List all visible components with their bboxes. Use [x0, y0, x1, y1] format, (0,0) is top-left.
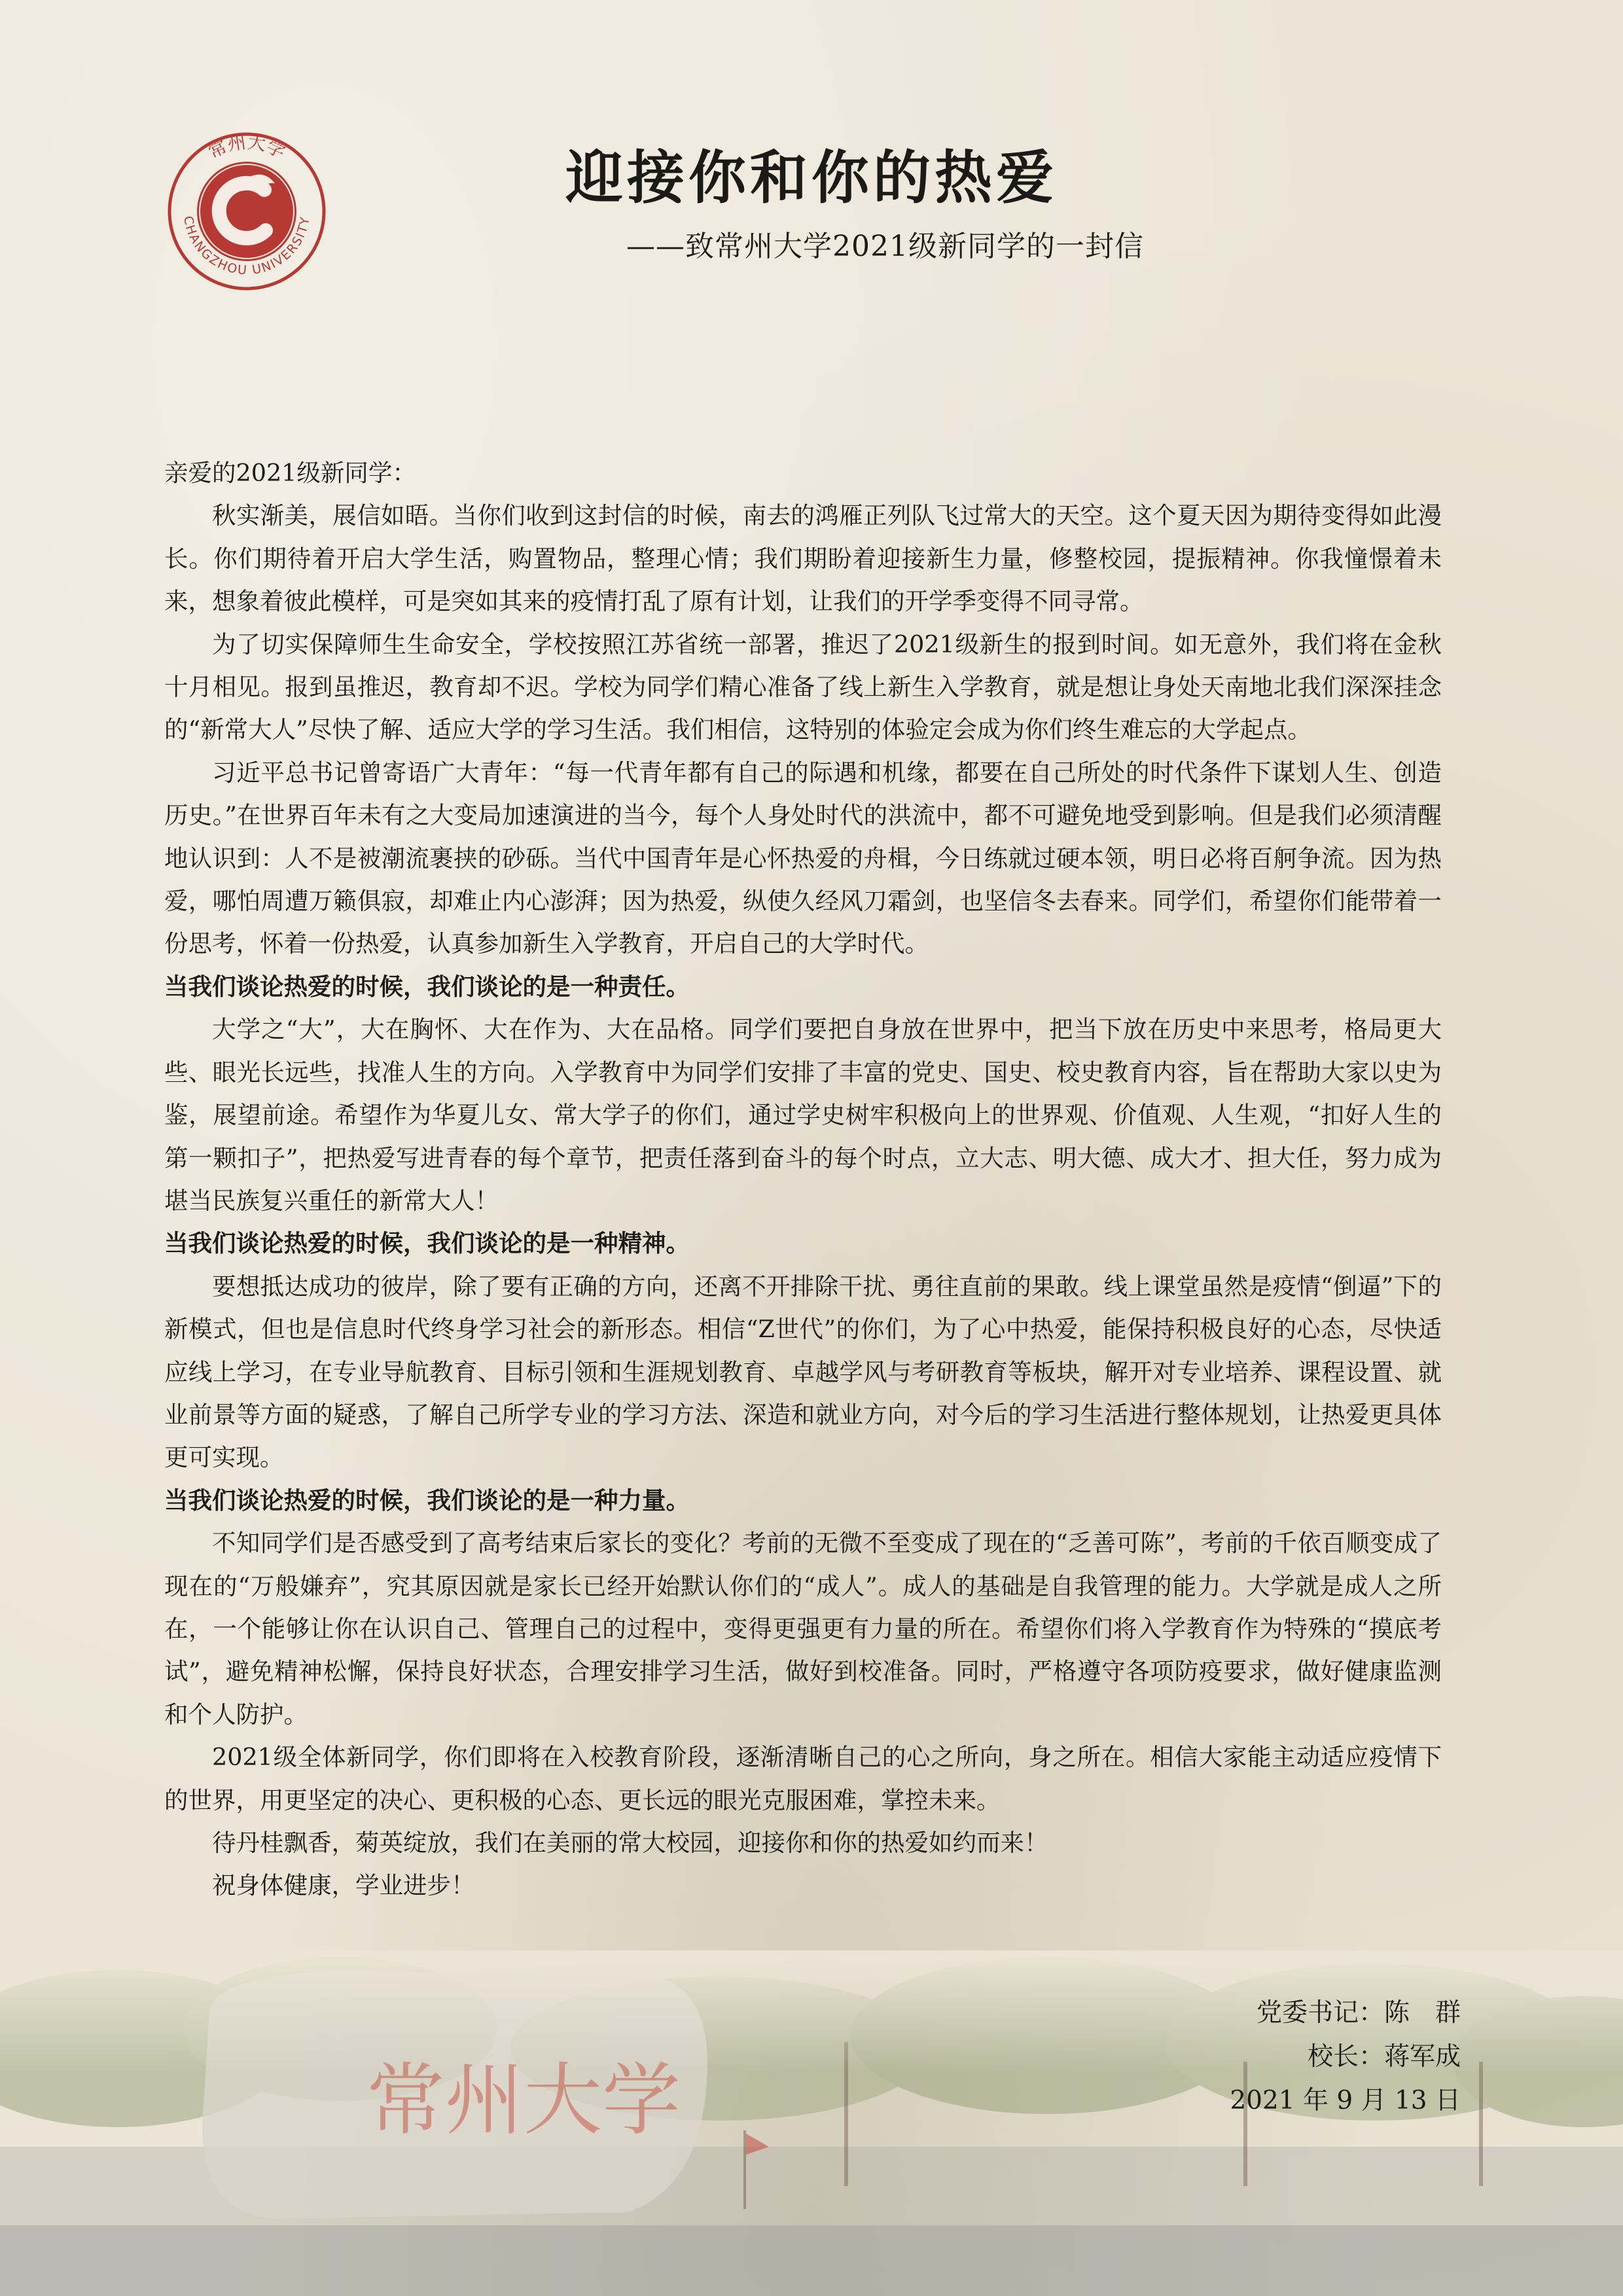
section-text-spirit: 要想抵达成功的彼岸，除了要有正确的方向，还离不开排除干扰、勇往直前的果敢。线上课堂虽然是疫情“倒逼”下的新模式，但也是信息时代终身学习社会的新形态。相信“Z世代”的你们，为了心中热爱，能保持积极良好的心态，尽快适应线上学习，在专业导航教育、目标引领和生涯规划教育、卓越学风与考研教育等板块，解开对专业培养、课程设置、就业前景等方面的疑惑，了解自己所学专业的学习方法、深造和就业方向，对今后的学习生活进行整体规划，让热爱更具体更可实现。	[164, 1272, 1442, 1472]
paragraph-1: 秋实渐美，展信如晤。当你们收到这封信的时候，南去的鸿雁正列队飞过常大的天空。这个夏天因为期待变得如此漫长。你们期待着开启大学生活，购置物品，整理心情；我们期盼着迎接新生力量，修整校园，提振精神。你我憧憬着未来，想象着彼此模样，可是突如其来的疫情打乱了原有计划，让我们的开学季变得不同寻常。	[164, 501, 1442, 616]
section-heading-responsibility: 当我们谈论热爱的时候，我们谈论的是一种责任。	[164, 972, 690, 1001]
section-text-responsibility: 大学之“大”，大在胸怀、大在作为、大在品格。同学们要把自身放在世界中，把当下放在历史中来思考，格局更大些、眼光长远些，找准人生的方向。入学教育中为同学们安排了丰富的党史、国史、校史教育内容，旨在帮助大家以史为鉴，展望前途。希望作为华夏儿女、常大学子的你们，通过学史树牢积极向上的世界观、价值观、人生观，“扣好人生的第一颗扣子”，把热爱写进青春的每个章节，把责任落到奋斗的每个时点，立大志、明大德、成大才、担大任，努力成为堪当民族复兴重任的新常大人！	[164, 1015, 1442, 1215]
logo-emblem-text: 常州大学	[204, 131, 289, 163]
section-text-strength: 不知同学们是否感受到了高考结束后家长的变化？考前的无微不至变成了现在的“乏善可陈”，考前的千依百顺变成了现在的“万般嫌弃”，究其原因就是家长已经开始默认你们的“成人”。成人的基础是自我管理的能力。大学就是成人之所在，一个能够让你在认识自己、管理自己的过程中，变得更强更有力量的所在。希望你们将入学教育作为特殊的“摸底考试”，避免精神松懈，保持良好状态，合理安排学习生活，做好到校准备。同时，严格遵守各项防疫要求，做好健康监测和个人防护。	[164, 1529, 1442, 1729]
letter-title: 迎接你和你的热爱	[565, 143, 1058, 211]
signature-date: 2021 年 9 月 13 日	[1230, 2086, 1461, 2115]
closing-paragraph-3: 祝身体健康，学业进步！	[212, 1871, 475, 1900]
signature-president: 校长：蒋军成	[1307, 2042, 1461, 2072]
paragraph-2: 为了切实保障师生生命安全，学校按照江苏省统一部署，推迟了2021级新生的报到时间。如无意外，我们将在金秋十月相见。报到虽推迟，教育却不迟。学校为同学们精心准备了线上新生入学教育，就是想让身处天南地北我们深深挂念的“新常大人”尽快了解、适应大学的学习生活。我们相信，这特别的体验定会成为你们终生难忘的大学起点。	[164, 630, 1442, 744]
signature-block	[1230, 1991, 1461, 2123]
letter-body	[164, 452, 1442, 1907]
section-heading-strength: 当我们谈论热爱的时候，我们谈论的是一种力量。	[164, 1486, 690, 1515]
signature-secretary: 党委书记：陈 群	[1256, 1998, 1461, 2028]
section-heading-spirit: 当我们谈论热爱的时候，我们谈论的是一种精神。	[164, 1229, 690, 1258]
closing-paragraph-2: 待丹桂飘香，菊英绽放，我们在美丽的常大校园，迎接你和你的热爱如约而来！	[212, 1829, 1048, 1857]
letter-subtitle: ——致常州大学2021级新同学的一封信	[626, 230, 1144, 263]
closing-paragraph-1: 2021级全体新同学，你们即将在入校教育阶段，逐渐清晰自己的心之所向，身之所在。相信大家能主动适应疫情下的世界，用更坚定的决心、更积极的心态、更长远的眼光克服困难，掌控未来。	[164, 1743, 1442, 1814]
greeting: 亲爱的2021级新同学：	[164, 459, 416, 487]
paragraph-3: 习近平总书记曾寄语广大青年：“每一代青年都有自己的际遇和机缘，都要在自己所处的时代条件下谋划人生、创造历史。”在世界百年未有之大变局加速演进的当今，每个人身处时代的洪流中，都不可避免地受到影响。但是我们必须清醒地认识到：人不是被潮流裹挟的砂砾。当代中国青年是心怀热爱的舟楫，今日练就过硬本领，明日必将百舸争流。因为热爱，哪怕周遭万籁俱寂，却难止内心澎湃；因为热爱，纵使久经风刀霜剑，也坚信冬去春来。同学们，希望你们能带着一份思考，怀着一份热爱，认真参加新生入学教育，开启自己的大学时代。	[164, 758, 1442, 958]
logo-ring-text: CHANGZHOU UNIVERSITY	[181, 215, 313, 278]
